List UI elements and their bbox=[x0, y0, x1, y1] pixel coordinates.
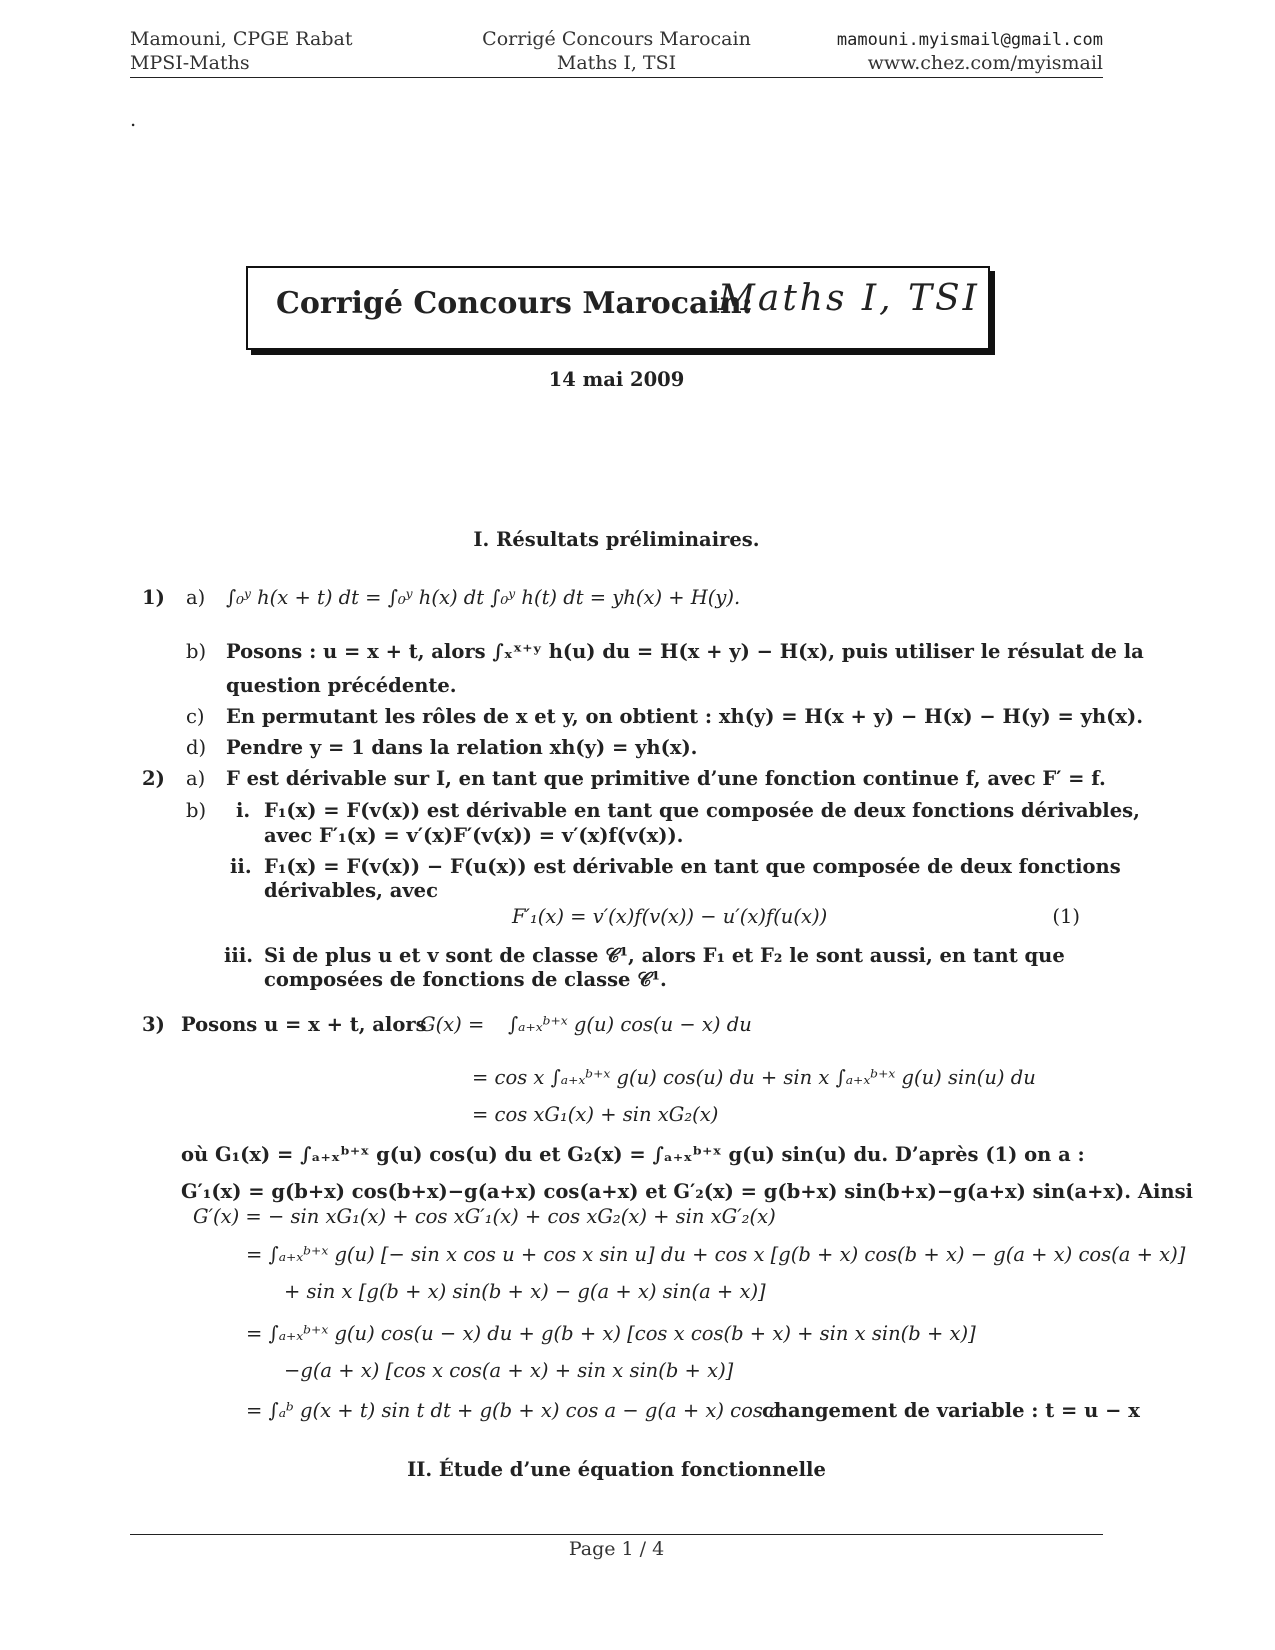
header-author: Mamouni, CPGE Rabat bbox=[130, 28, 353, 50]
q3-gprime-3: = ∫ₐ₊ₓᵇ⁺ˣ g(u) cos(u − x) du + g(b + x) [cos x cos(b + x) + sin x sin(b + x)] bbox=[246, 1322, 976, 1345]
q2b-ii-text1: F₁(x) = F(v(x)) − F(u(x)) est dérivable en tant que composée de deux fonctions bbox=[264, 855, 1121, 878]
q1a-label: a) bbox=[186, 586, 206, 609]
q3-gprime-2: = ∫ₐ₊ₓᵇ⁺ˣ g(u) [− sin x cos u + cos x sin u] du + cos x [g(b + x) cos(b + x) − g(a + x) cos(a + x)] bbox=[246, 1243, 1186, 1266]
q2b-iii-label: iii. bbox=[224, 944, 254, 967]
q3-eq2: = cos x ∫ₐ₊ₓᵇ⁺ˣ g(u) cos(u) du + sin x ∫ₐ₊ₓᵇ⁺ˣ g(u) sin(u) du bbox=[472, 1066, 1036, 1089]
q2b-ii-text2: dérivables, avec bbox=[264, 879, 438, 902]
q3-gprime-3b: −g(a + x) [cos x cos(a + x) + sin x sin(b + x)] bbox=[284, 1359, 734, 1382]
q1b-text1: Posons : u = x + t, alors ∫ₓˣ⁺ʸ h(u) du = H(x + y) − H(x), puis utiliser le résulat de la bbox=[226, 640, 1144, 663]
q2b-i-text2: avec F′₁(x) = v′(x)F′(v(x)) = v′(x)f(v(x)). bbox=[264, 824, 684, 847]
q2b-i-text1: F₁(x) = F(v(x)) est dérivable en tant que composée de deux fonctions dérivables, bbox=[264, 799, 1140, 822]
q1d-label: d) bbox=[186, 736, 207, 759]
header-email: mamouni.myismail@gmail.com bbox=[836, 30, 1103, 50]
q2b-ii-label: ii. bbox=[230, 855, 252, 878]
q2-number: 2) bbox=[142, 767, 165, 790]
q2b-i-label: i. bbox=[236, 799, 251, 822]
q2a-label: a) bbox=[186, 767, 206, 790]
q3-gprime-1: G′(x) = − sin xG₁(x) + cos xG′₁(x) + cos xG₂(x) + sin xG′₂(x) bbox=[193, 1205, 776, 1228]
equation-1: F′₁(x) = v′(x)f(v(x)) − u′(x)f(u(x)) bbox=[512, 905, 828, 928]
stray-dot: . bbox=[130, 108, 137, 131]
q2b-label: b) bbox=[186, 799, 207, 822]
title-date: 14 mai 2009 bbox=[548, 368, 685, 391]
footer-rule bbox=[130, 1534, 1103, 1535]
q3-ou-line: où G₁(x) = ∫ₐ₊ₓᵇ⁺ˣ g(u) cos(u) du et G₂(x) = ∫ₐ₊ₓᵇ⁺ˣ g(u) sin(u) du. D’après (1) on a : bbox=[181, 1143, 1085, 1166]
q1a-text: ∫₀ʸ h(x + t) dt = ∫₀ʸ h(x) dt ∫₀ʸ h(t) dt = yh(x) + H(y). bbox=[226, 586, 741, 609]
header-website: www.chez.com/myismail bbox=[867, 52, 1103, 74]
q1b-text2: question précédente. bbox=[226, 674, 457, 697]
q3-gprime-2b: + sin x [g(b + x) sin(b + x) − g(a + x) sin(a + x)] bbox=[284, 1280, 766, 1303]
section2-heading: II. Étude d’une équation fonctionnelle bbox=[407, 1458, 826, 1481]
title-box bbox=[246, 266, 990, 350]
q2a-text: F est dérivable sur I, en tant que primitive d’une fonction continue f, avec F′ = f. bbox=[226, 767, 1106, 790]
q1d-text: Pendre y = 1 dans la relation xh(y) = yh(x). bbox=[226, 736, 698, 759]
header-class: MPSI-Maths bbox=[130, 52, 250, 74]
q2b-iii-text2: composées de fonctions de classe 𝒞¹. bbox=[264, 968, 667, 991]
header-doc-title: Corrigé Concours Marocain bbox=[482, 28, 751, 50]
q3-gprime-4: = ∫ₐᵇ g(x + t) sin t dt + g(b + x) cos a − g(a + x) cos a bbox=[246, 1399, 781, 1422]
title-main: Corrigé Concours Marocain: bbox=[276, 286, 753, 321]
title-script: Maths I, TSI bbox=[718, 278, 980, 319]
q3-intro: Posons u = x + t, alors bbox=[181, 1013, 427, 1036]
q2b-iii-text1: Si de plus u et v sont de classe 𝒞¹, alors F₁ et F₂ le sont aussi, en tant que bbox=[264, 944, 1065, 967]
q1c-text: En permutant les rôles de x et y, on obtient : xh(y) = H(x + y) − H(x) − H(y) = yh(x). bbox=[226, 705, 1143, 728]
q3-change-of-variable: changement de variable : t = u − x bbox=[762, 1399, 1140, 1422]
q1-number: 1) bbox=[142, 586, 165, 609]
q3-deriv-line: G′₁(x) = g(b+x) cos(b+x)−g(a+x) cos(a+x) et G′₂(x) = g(b+x) sin(b+x)−g(a+x) sin(a+x). Ainsi bbox=[181, 1180, 1193, 1203]
q3-lhs: G(x) = bbox=[420, 1013, 485, 1036]
equation-1-number: (1) bbox=[1052, 905, 1080, 928]
section1-heading: I. Résultats préliminaires. bbox=[473, 528, 760, 551]
header-doc-subtitle: Maths I, TSI bbox=[556, 52, 677, 74]
q3-number: 3) bbox=[142, 1013, 165, 1036]
q3-eq1: ∫ₐ₊ₓᵇ⁺ˣ g(u) cos(u − x) du bbox=[508, 1013, 752, 1036]
q3-eq3: = cos xG₁(x) + sin xG₂(x) bbox=[472, 1103, 719, 1126]
q1b-label: b) bbox=[186, 640, 207, 663]
q1c-label: c) bbox=[186, 705, 205, 728]
header-rule bbox=[130, 77, 1103, 78]
page-number: Page 1 / 4 bbox=[568, 1538, 665, 1560]
